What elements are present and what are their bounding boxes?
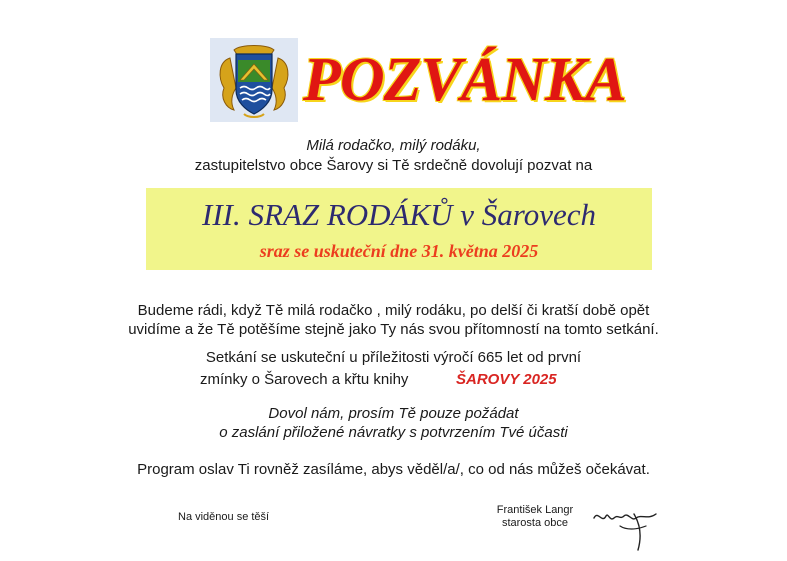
request-line-2: o zaslání přiložené návratky s potvrzením Tvé účasti — [219, 424, 568, 441]
signer-title: starosta obce — [501, 517, 569, 529]
salutation-text: Milá rodačko, milý rodáku, — [306, 137, 481, 154]
event-title: III. SRAZ RODÁKŮ v Šarovech — [202, 197, 596, 232]
paragraph-2-line-1: Setkání se uskuteční u příležitosti výročí 665 let od první — [205, 349, 582, 366]
coat-of-arms-icon — [210, 38, 298, 122]
paragraph-2-line-2: zmínky o Šarovech a křtu knihy — [200, 371, 409, 388]
signer-block — [470, 504, 600, 530]
page-title: POZVÁNKA — [303, 46, 626, 114]
request-line-1: Dovol nám, prosím Tě pouze požádat — [268, 405, 519, 422]
program-line: Program oslav Ti rovněž zasíláme, abys věděl/a/, co od nás můžeš očekávat. — [137, 461, 650, 478]
paragraph-1-line-1: Budeme rádi, když Tě milá rodačko , milý rodáku, po delší či kratší době opět — [137, 302, 650, 319]
crest-logo — [210, 38, 298, 122]
event-date: sraz se uskuteční dne 31. května 2025 — [259, 241, 539, 261]
signer-name: František Langr — [496, 504, 574, 516]
paragraph-1-line-2: uvidíme a že Tě potěšíme stejně jako Ty nás svou přítomností na tomto setkání. — [128, 321, 659, 338]
invitation-text: zastupitelstvo obce Šarovy si Tě srdečně dovolují pozvat na — [194, 157, 593, 174]
book-title: ŠAROVY 2025 — [456, 371, 557, 388]
handwritten-signature-icon — [590, 496, 670, 556]
signoff-text: Na viděnou se těší — [178, 511, 270, 523]
